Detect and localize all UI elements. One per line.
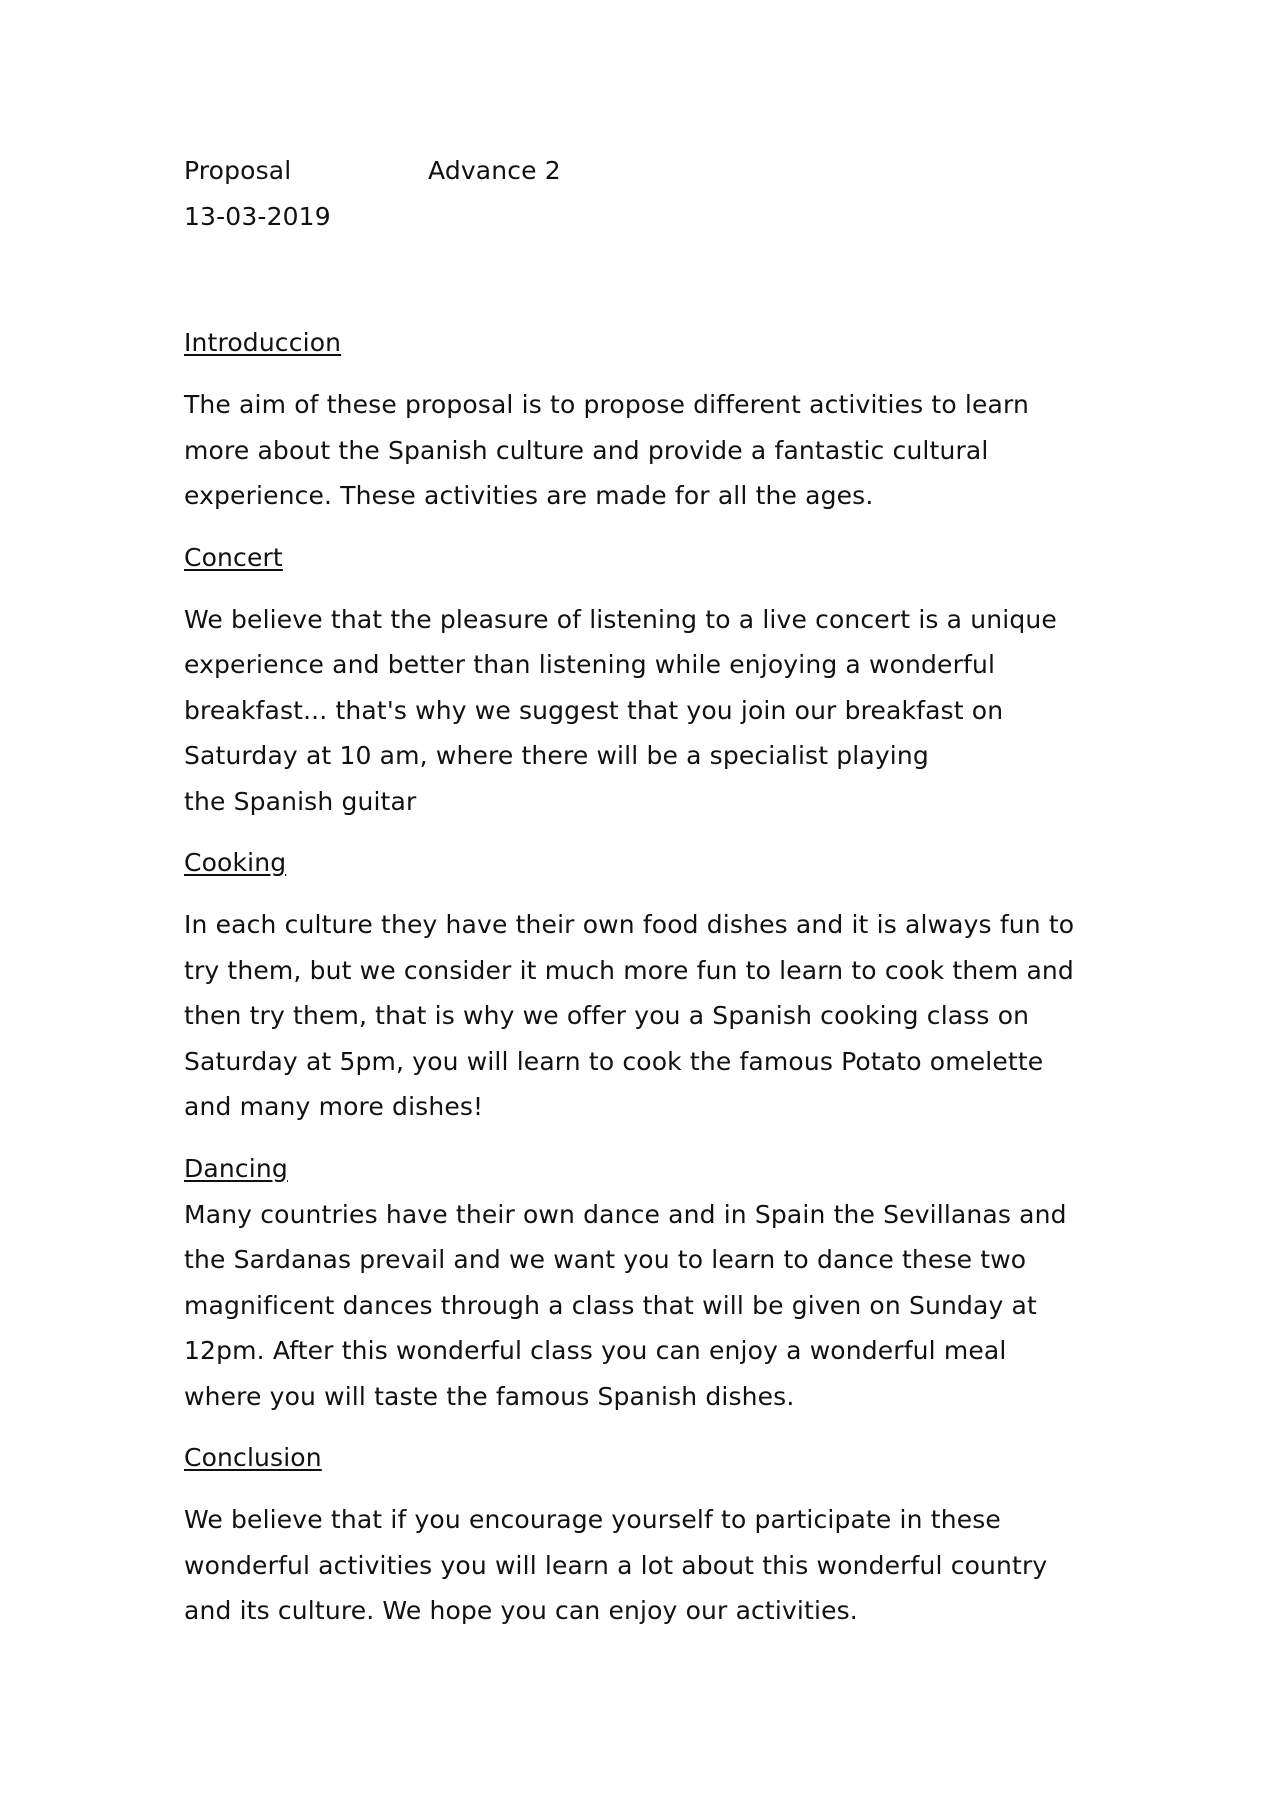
paragraph-line: experience and better than listening while enjoying a wonderful xyxy=(184,650,996,679)
header-row xyxy=(184,148,1114,194)
paragraph-line: and its culture. We hope you can enjoy our activities. xyxy=(184,1596,858,1625)
section-concert xyxy=(184,535,1114,825)
section-dancing xyxy=(184,1146,1114,1420)
paragraph-line: more about the Spanish culture and provide a fantastic cultural xyxy=(184,435,989,465)
level-label: Advance 2 xyxy=(428,156,561,185)
section-heading: Introduccion xyxy=(184,328,342,357)
paragraph-line: then try them, that is why we offer you a Spanish cooking class on xyxy=(184,1001,1030,1030)
paragraph-line: 12pm. After this wonderful class you can enjoy a wonderful meal xyxy=(184,1336,1007,1365)
section-introduction xyxy=(184,320,1114,519)
paragraph-line: magnificent dances through a class that will be given on Sunday at xyxy=(184,1290,1037,1320)
date-label: 13-03-2019 xyxy=(184,202,331,231)
section-heading: Concert xyxy=(184,542,283,572)
section-heading: Conclusion xyxy=(184,1443,322,1472)
section-heading: Cooking xyxy=(184,848,287,877)
section-cooking xyxy=(184,840,1114,1130)
paragraph-line: try them, but we consider it much more fun to learn to cook them and xyxy=(184,955,1074,985)
paragraph-line: breakfast... that's why we suggest that you join our breakfast on xyxy=(184,695,1004,725)
paragraph-line: Saturday at 5pm, you will learn to cook the famous Potato omelette xyxy=(184,1046,1044,1076)
document-content xyxy=(184,148,1114,1634)
paragraph-line: wonderful activities you will learn a lot about this wonderful country xyxy=(184,1550,1048,1580)
paragraph-line: Saturday at 10 am, where there will be a specialist playing xyxy=(184,741,929,770)
section-heading: Dancing xyxy=(184,1153,288,1183)
paragraph-line: experience. These activities are made for all the ages. xyxy=(184,481,874,510)
paragraph-line: and many more dishes! xyxy=(184,1092,484,1121)
paragraph-line: the Sardanas prevail and we want you to learn to dance these two xyxy=(184,1245,1027,1274)
paragraph-line: Many countries have their own dance and in Spain the Sevillanas and xyxy=(184,1199,1067,1229)
paragraph-line: the Spanish guitar xyxy=(184,786,417,816)
paragraph-line: where you will taste the famous Spanish dishes. xyxy=(184,1381,795,1411)
section-conclusion xyxy=(184,1435,1114,1634)
paragraph-line: The aim of these proposal is to propose different activities to learn xyxy=(184,390,1029,419)
paragraph-line: We believe that if you encourage yourself to participate in these xyxy=(184,1505,1001,1534)
doc-type-label: Proposal xyxy=(184,156,292,185)
paragraph-line: In each culture they have their own food dishes and it is always fun to xyxy=(184,910,1075,939)
paragraph-line: We believe that the pleasure of listening to a live concert is a unique xyxy=(184,604,1057,634)
